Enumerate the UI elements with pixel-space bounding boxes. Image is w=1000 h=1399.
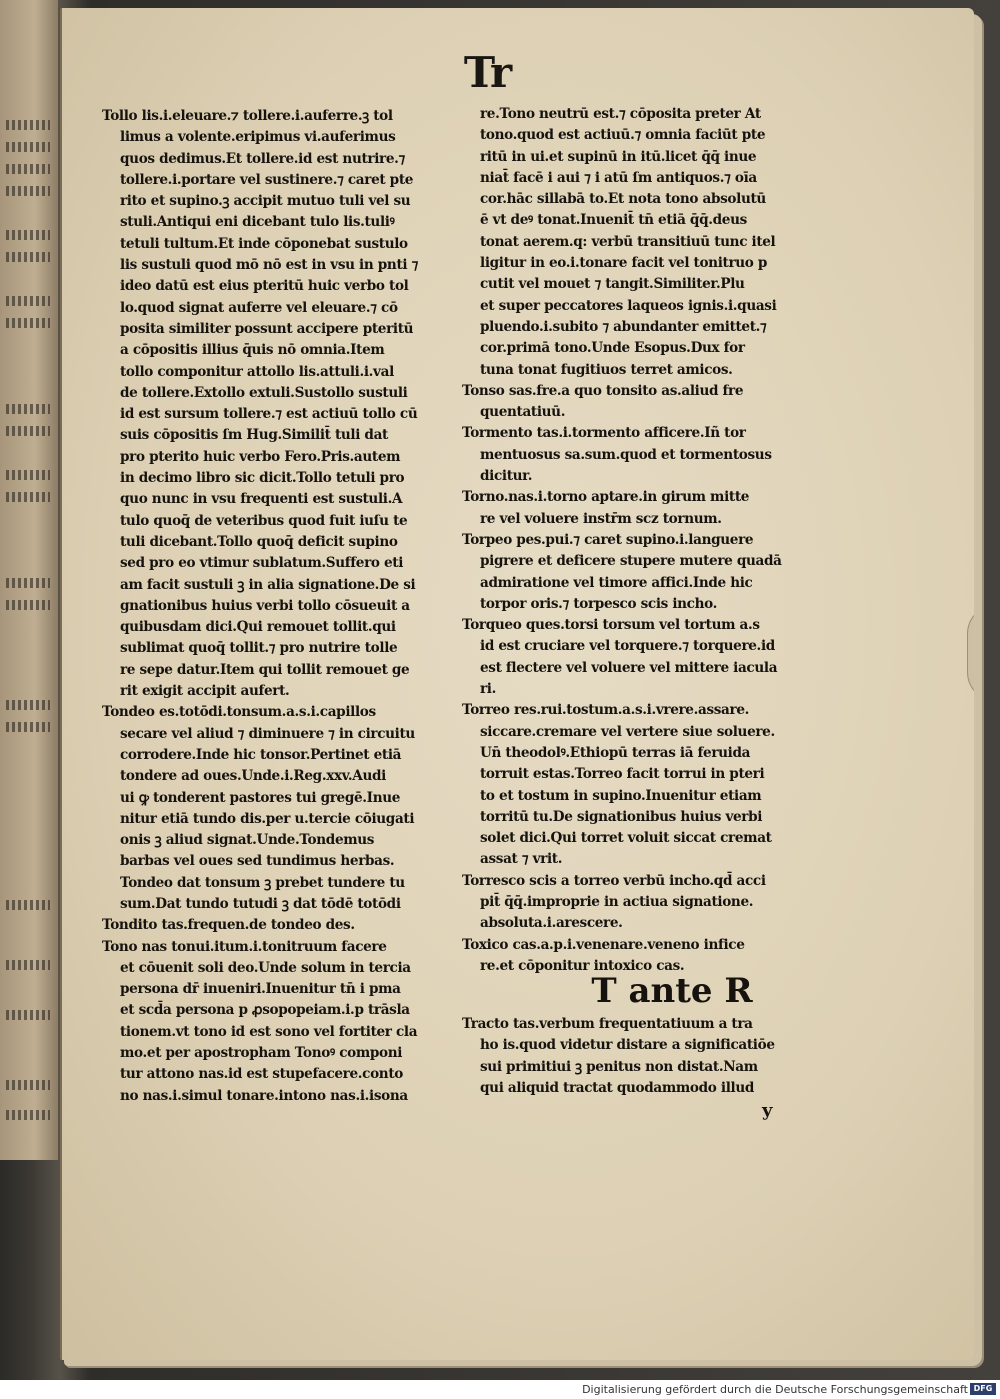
text-line: Torpeo pes.pui.⁊ caret supino.i.languere (462, 531, 754, 548)
text-line: Tonso sas.fre.a quo tonsito as.aliud fre (462, 382, 744, 399)
section-heading: T ante R (591, 971, 753, 1011)
text-line: tonat aerem.q: verbū transitiuū tunc itel (480, 233, 776, 250)
text-line: sed pro eo vtimur sublatum.Suffero eti (120, 555, 404, 572)
text-line: tionem.vt tono id est sono vel fortiter cla (120, 1023, 418, 1040)
text-line: tuli dicebant.Tollo quoq̄ deficit supino (120, 533, 398, 550)
text-line: onis ꝫ aliud signat.Unde.Tondemus (120, 832, 375, 849)
page-tab-mark (967, 604, 974, 702)
text-line: tollo componitur attollo lis.attuli.i.val (120, 363, 394, 380)
text-line: ri. (480, 681, 497, 698)
text-line: to et tostum in supino.Inuenitur etiam (480, 787, 762, 804)
text-line: quentatiuū. (480, 404, 566, 421)
text-line: absoluta.i.arescere. (480, 915, 623, 932)
text-line: gnationibus huius verbi tollo cōsueuit a (120, 597, 410, 614)
text-line: rito et supino.ꝫ accipit mutuo tuli vel su (120, 193, 411, 210)
text-line: pro pterito huic verbo Fero.Pris.autem (120, 448, 401, 465)
text-line: am facit sustuli ꝫ in alia signatione.De si (120, 576, 416, 593)
text-line: corrodere.Inde hic tonsor.Pertinet etiā (120, 746, 402, 763)
previous-page-edge (0, 0, 60, 1160)
text-line: re sepe datur.Item qui tollit remouet ge (120, 661, 410, 678)
text-line: Tondeo es.totōdi.tonsum.a.s.i.capillos (102, 704, 376, 721)
footer-bar (0, 1380, 1000, 1399)
text-line: sum.Dat tundo tutudi ꝫ dat tōdē totōdi (120, 895, 401, 912)
text-line: cor.hāc sillabā to.Et nota tono absolutū (480, 191, 766, 208)
text-line: id est cruciare vel torquere.⁊ torquere.id (480, 638, 775, 655)
text-line: Torreo res.rui.tostum.a.s.i.vrere.assare. (462, 702, 750, 719)
text-line: Tollo lis.i.eleuare.⁊ tollere.i.auferre.ꝫ tol (102, 108, 393, 124)
text-line: torpor oris.⁊ torpesco scis incho. (480, 595, 717, 612)
text-line: sui primitiui ꝫ penitus non distat.Nam (480, 1058, 758, 1075)
text-line: Tracto tas.verbum frequentatiuum a tra (462, 1016, 753, 1032)
text-line: ho is.quod videtur distare a significatiōe (480, 1037, 775, 1054)
text-line: Tondeo dat tonsum ꝫ prebet tundere tu (120, 874, 405, 891)
text-line: pigrere et deficere stupere mutere quadā (480, 553, 782, 570)
text-line: ligitur in eo.i.tonare facit vel tonitruo p (480, 255, 768, 272)
text-line: quibusdam dici.Qui remouet tollit.qui (120, 619, 396, 636)
right-text-column (462, 104, 842, 977)
text-line: persona dr̄ inueniri.Inuenitur tn̄ i pma (120, 981, 401, 998)
text-line: limus a volente.eripimus vi.auferimus (120, 129, 396, 146)
text-line: dicitur. (480, 468, 533, 485)
text-line: ē vt deꝰ tonat.Inuenit̄ tn̄ etiā q̄q̄.deus (480, 212, 747, 229)
text-line: Tondito tas.frequen.de tondeo des. (102, 917, 355, 934)
text-line: Torqueo ques.torsi torsum vel tortum a.s (462, 617, 760, 634)
text-line: tulo quoq̄ de veteribus quod fuit iuſu te (120, 512, 408, 529)
text-line: niat̄ facē i aui ⁊ i atū ſm antiquos.⁊ oīa (480, 169, 757, 186)
text-line: tono.quod est actiuū.⁊ omnia faciūt pte (480, 127, 766, 144)
text-line: rit exigit accipit aufert. (120, 683, 290, 700)
text-line: stuli.Antiqui eni dicebant tulo lis.tuliꝰ (120, 214, 395, 231)
text-line: et scd̄a persona p ꝓsopopeiam.i.p trāsla (120, 1002, 410, 1019)
text-line: de tollere.Extollo extuli.Sustollo sustuli (120, 384, 408, 401)
text-line: quos dedimus.Et tollere.id est nutrire.⁊ (120, 150, 405, 167)
text-line: est flectere vel voluere vel mittere iacula (480, 659, 778, 676)
text-line: Torno.nas.i.torno aptare.in girum mitte (462, 489, 750, 506)
text-line: tollere.i.portare vel sustinere.⁊ caret pte (120, 171, 414, 188)
text-line: Un̄ theodolꝰ.Ethiopū terras iā feruida (480, 744, 751, 761)
text-line: lo.quod signat auferre vel eleuare.⁊ cō (120, 299, 398, 316)
text-line: id est sursum tollere.⁊ est actiuū tollo cū (120, 406, 418, 423)
text-line: barbas vel oues sed tundimus herbas. (120, 853, 395, 870)
text-line: et cōuenit soli deo.Unde solum in tercia (120, 959, 411, 976)
text-line: nitur etiā tundo dis.per u.tercie cōiugati (120, 810, 415, 827)
right-text-column-continued (462, 1014, 842, 1099)
text-line: Tormento tas.i.tormento afficere.Iñ tor (462, 425, 746, 442)
text-line: pluendo.i.subito ⁊ abundanter emittet.⁊ (480, 318, 767, 335)
text-line: lis sustuli quod mō nō est in vsu in pnti ⁊ (120, 257, 418, 274)
text-line: tetuli tultum.Et inde cōponebat sustulo (120, 235, 408, 252)
text-line: Tono nas tonui.itum.i.tonitruum facere (102, 938, 387, 955)
text-line: ui ꝙ tonderent pastores tui gregē.Inue (120, 789, 401, 806)
dfg-logo: DFG (970, 1383, 996, 1395)
text-line: secare vel aliud ⁊ diminuere ⁊ in circuitu (120, 725, 415, 742)
text-line: cor.primā tono.Unde Esopus.Dux for (480, 340, 745, 357)
text-line: et super peccatores laqueos ignis.i.quasi (480, 297, 777, 314)
text-line: Toxico cas.a.p.i.venenare.veneno infice (462, 936, 745, 953)
text-line: tuna tonat fugitiuos terret amicos. (480, 361, 733, 378)
text-line: pit̄ q̄q̄.improprie in actiua signatione. (480, 893, 754, 910)
text-line: siccare.cremare vel vertere siue soluere. (480, 723, 775, 740)
text-line: torritū tu.De signationibus huius verbi (480, 808, 763, 825)
text-line: assat ⁊ vrit. (480, 851, 563, 868)
text-line: re.Tono neutrū est.⁊ cōposita preter At (480, 106, 761, 122)
footer-credit: Digitalisierung gefördert durch die Deutsche Forschungsgemeinschaft (582, 1383, 968, 1396)
text-line: tur attono nas.id est stupefacere.conto (120, 1066, 403, 1083)
text-line: sublimat quoq̄ tollit.⁊ pro nutrire tolle (120, 640, 398, 657)
text-line: admiratione vel timore affici.Inde hic (480, 574, 753, 591)
text-line: no nas.i.simul tonare.intono nas.i.isona (120, 1087, 408, 1104)
text-line: mentuosus sa.sum.quod et tormentosus (480, 446, 772, 463)
text-line: posita similiter possunt accipere pteritū (120, 320, 414, 337)
text-line: in decimo libro sic dicit.Tollo tetuli pro (120, 470, 405, 487)
document-page (60, 8, 974, 1360)
page-header: Tr (463, 48, 511, 97)
text-line: mo.et per apostropham Tonoꝰ componi (120, 1045, 403, 1062)
text-line: ideo datū est eius pteritū huic verbo tol (120, 278, 409, 295)
text-line: torruit estas.Torreo facit torrui in pteri (480, 766, 765, 783)
text-line: tondere ad oues.Unde.i.Reg.xxv.Audi (120, 768, 386, 785)
left-text-column (102, 106, 472, 1107)
text-line: solet dici.Qui torret voluit siccat cremat (480, 830, 772, 847)
text-line: suis cōpositis ſm Hug.Similit̄ tuli dat (120, 427, 388, 444)
text-line: qui aliquid tractat quodammodo illud (480, 1079, 755, 1096)
text-line: re vel voluere instr̄m scz tornum. (480, 510, 722, 527)
text-line: quo nunc in vsu frequenti est sustuli.A (120, 491, 403, 508)
text-line: ritū in ui.et supinū in itū.licet q̄q̄ inue (480, 148, 757, 165)
text-line: cutit vel mouet ⁊ tangit.Similiter.Plu (480, 276, 745, 293)
text-line: Torresco scis a torreo verbū incho.qd̄ acci (462, 872, 766, 889)
catchword: y (762, 1100, 773, 1121)
text-line: re.et cōponitur intoxico cas. (480, 957, 685, 974)
text-line: a cōpositis illius q̄uis nō omnia.Item (120, 342, 385, 359)
